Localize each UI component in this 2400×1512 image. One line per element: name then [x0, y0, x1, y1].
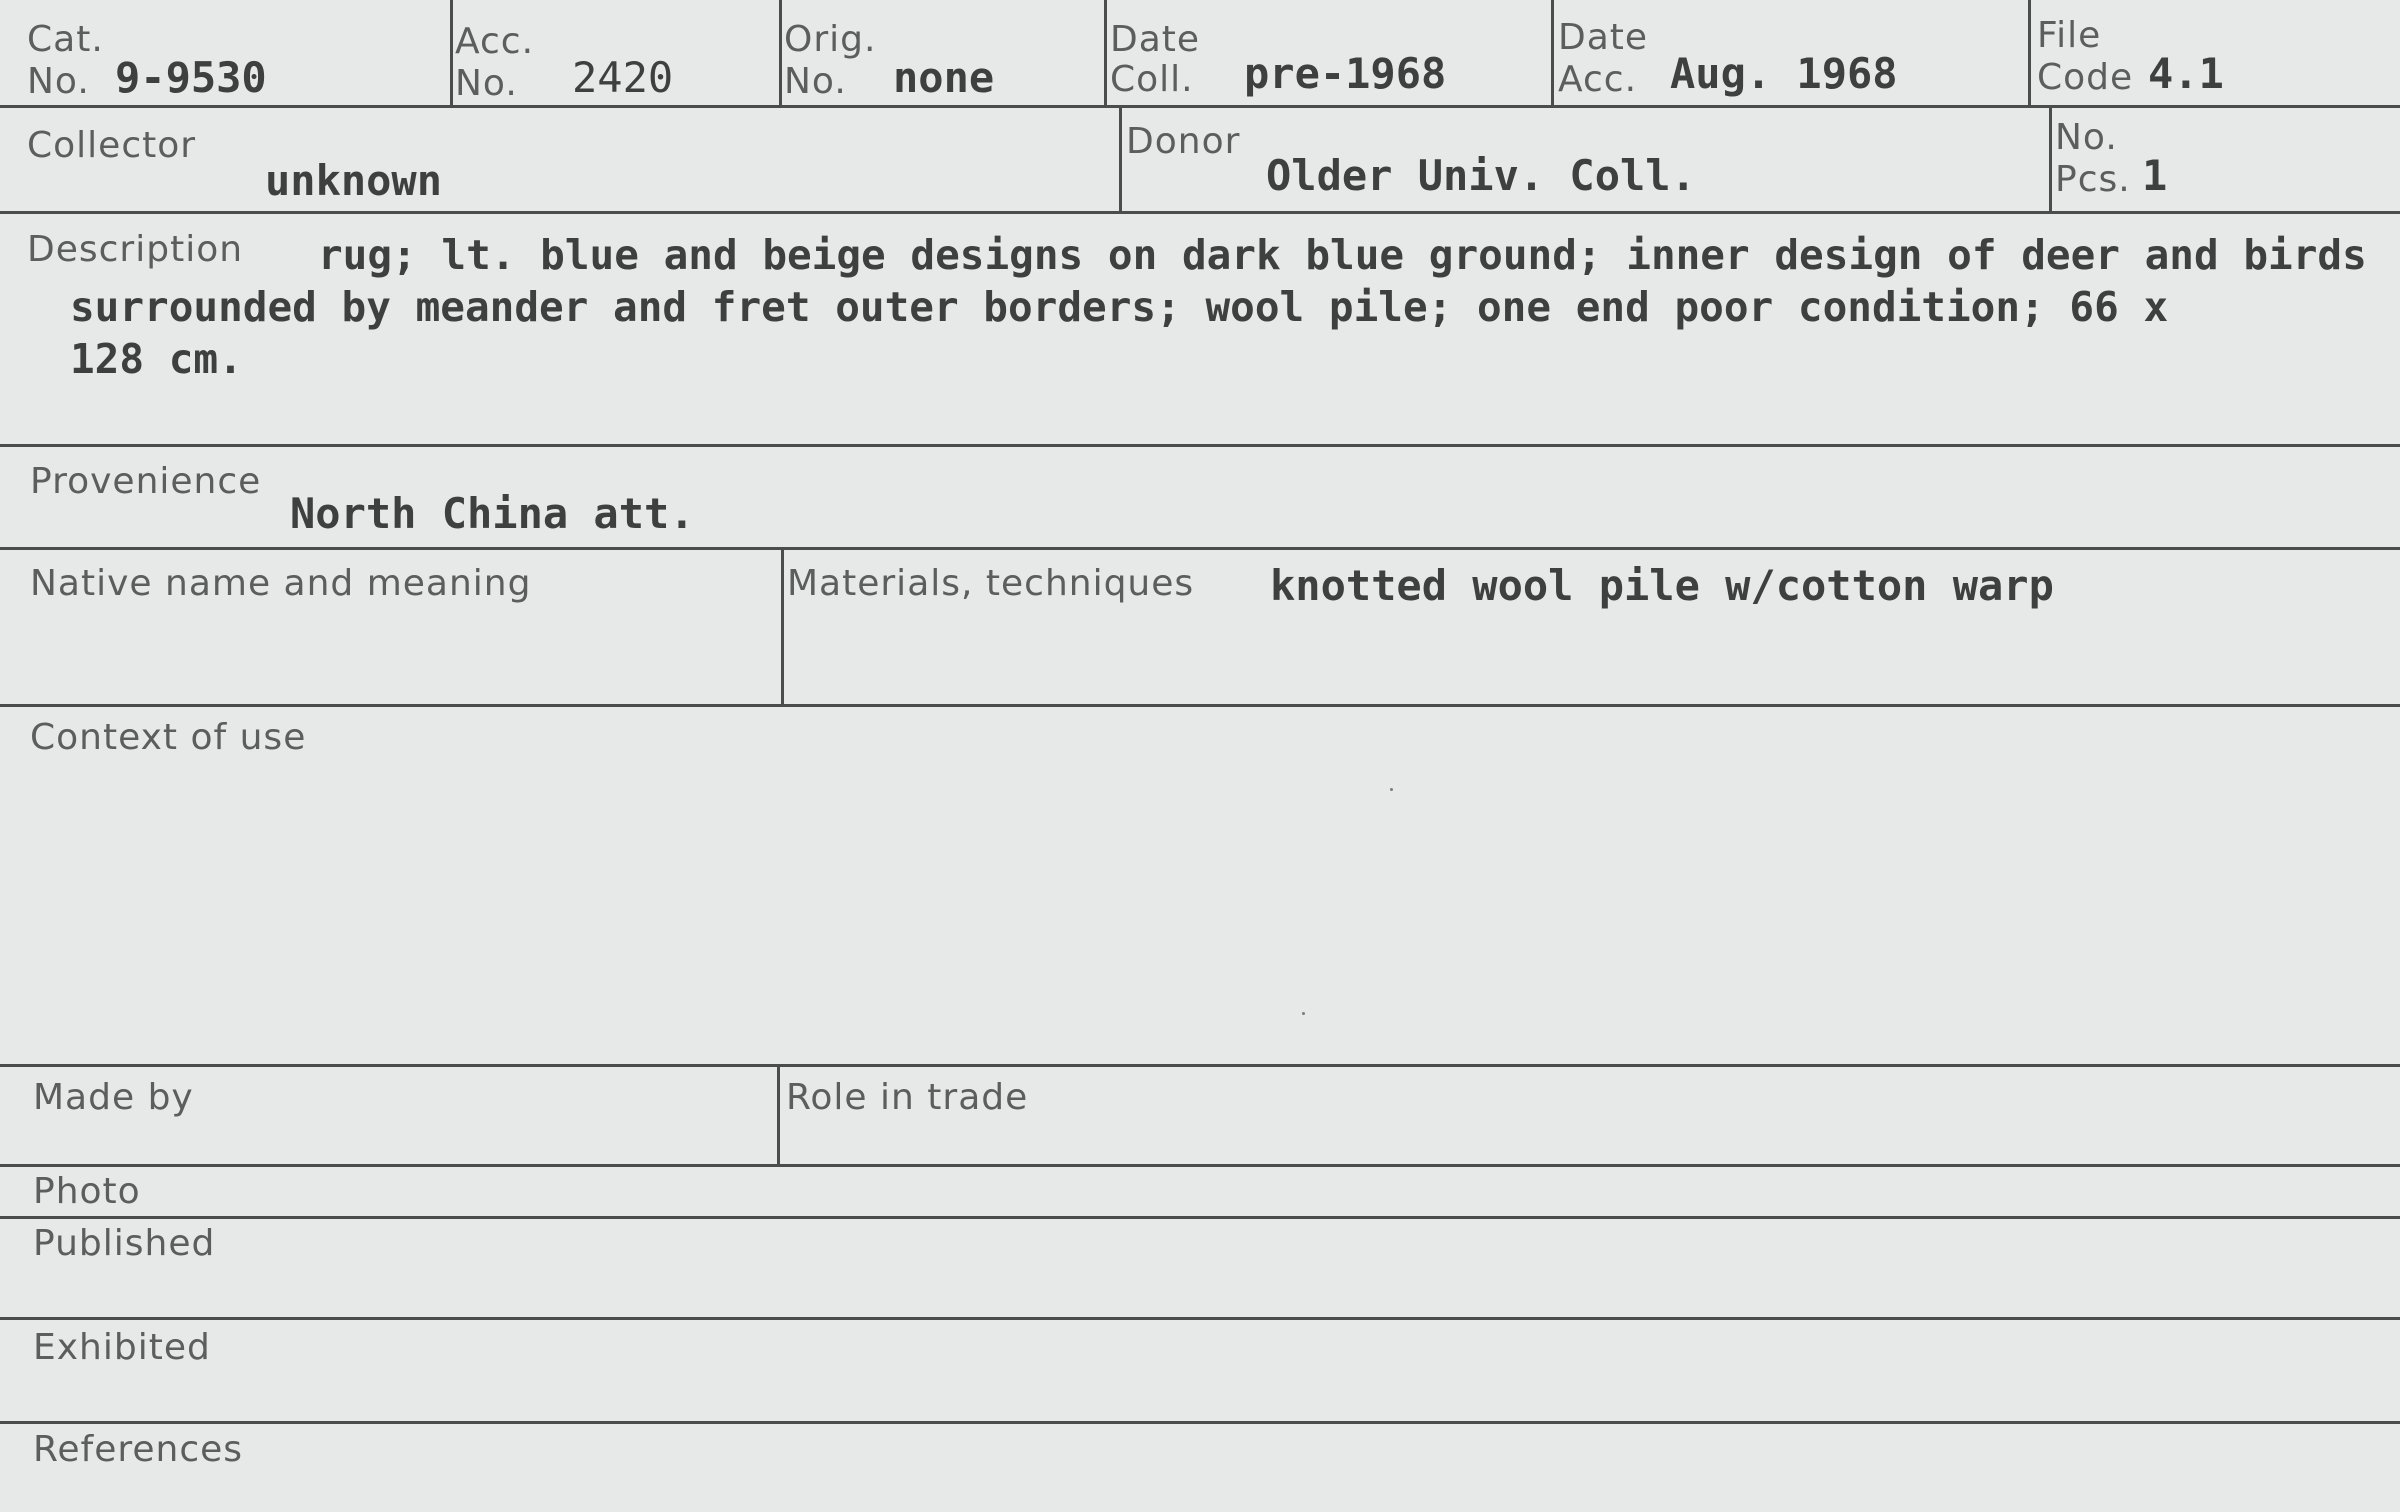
paper-speck	[1390, 788, 1393, 791]
acc-no-label: No.	[455, 63, 518, 104]
exhibited-label: Exhibited	[33, 1327, 211, 1368]
orig-label: Orig.	[784, 19, 877, 60]
rule-materials-bottom	[0, 704, 2400, 707]
date-acc-sub-label: Acc.	[1558, 59, 1638, 100]
acc-number-value: 2420	[572, 53, 674, 102]
published-label: Published	[33, 1223, 216, 1264]
cat-no-label: No.	[27, 61, 90, 102]
cat-number-value: 9-9530	[115, 53, 267, 102]
date-collected-value: pre-1968	[1244, 49, 1447, 98]
date-acc-label: Date	[1558, 17, 1649, 58]
paper-speck	[1302, 1012, 1305, 1015]
description-line-3: 128 cm.	[70, 335, 243, 383]
description-label: Description	[27, 229, 244, 270]
date-accessioned-value: Aug. 1968	[1670, 49, 1898, 98]
rule-v-madeby-role	[777, 1064, 780, 1167]
rule-v-datecoll-dateacc	[1551, 0, 1554, 108]
orig-no-label: No.	[784, 61, 847, 102]
rule-v-cat-acc	[450, 0, 453, 108]
date-coll-label: Date	[1110, 19, 1201, 60]
provenience-value: North China att.	[290, 489, 695, 538]
collector-label: Collector	[27, 125, 197, 166]
materials-value: knotted wool pile w/cotton warp	[1270, 561, 2054, 610]
file-code-label: Code	[2037, 57, 2134, 98]
rule-v-dateacc-file	[2028, 0, 2031, 108]
donor-value: Older Univ. Coll.	[1266, 151, 1696, 200]
context-of-use-label: Context of use	[30, 717, 307, 758]
native-name-label: Native name and meaning	[30, 563, 532, 604]
role-in-trade-label: Role in trade	[786, 1077, 1029, 1118]
pieces-count-value: 1	[2142, 151, 2168, 200]
rule-v-donor-pcs	[2049, 105, 2052, 214]
rule-madeby-bottom	[0, 1164, 2400, 1167]
rule-v-orig-datecoll	[1104, 0, 1107, 108]
provenience-label: Provenience	[30, 461, 262, 502]
rule-v-collector-donor	[1119, 105, 1122, 214]
rule-row1-bottom	[0, 105, 2400, 108]
acc-label: Acc.	[455, 21, 535, 62]
references-label: References	[33, 1429, 244, 1470]
orig-number-value: none	[893, 53, 995, 102]
description-line-1: rug; lt. blue and beige designs on dark blue ground; inner design of deer and birds	[318, 231, 2367, 279]
rule-photo-bottom	[0, 1216, 2400, 1219]
pcs-label: Pcs.	[2055, 159, 2131, 200]
cat-label: Cat.	[27, 19, 104, 60]
rule-v-native-materials	[781, 547, 784, 707]
made-by-label: Made by	[33, 1077, 194, 1118]
rule-exhibited-bottom	[0, 1421, 2400, 1424]
donor-label: Donor	[1126, 121, 1241, 162]
file-code-value: 4.1	[2148, 49, 2224, 98]
pcs-no-label: No.	[2055, 117, 2118, 158]
rule-published-bottom	[0, 1317, 2400, 1320]
rule-v-acc-orig	[779, 0, 782, 108]
description-line-2: surrounded by meander and fret outer borders; wool pile; one end poor condition; 66 x	[70, 283, 2169, 331]
rule-context-bottom	[0, 1064, 2400, 1067]
rule-row2-bottom	[0, 211, 2400, 214]
rule-description-bottom	[0, 444, 2400, 447]
date-coll-sub-label: Coll.	[1110, 59, 1194, 100]
materials-label: Materials, techniques	[787, 563, 1195, 604]
collector-value: unknown	[265, 156, 443, 205]
file-label: File	[2037, 15, 2102, 56]
photo-label: Photo	[33, 1171, 141, 1212]
rule-provenience-bottom	[0, 547, 2400, 550]
